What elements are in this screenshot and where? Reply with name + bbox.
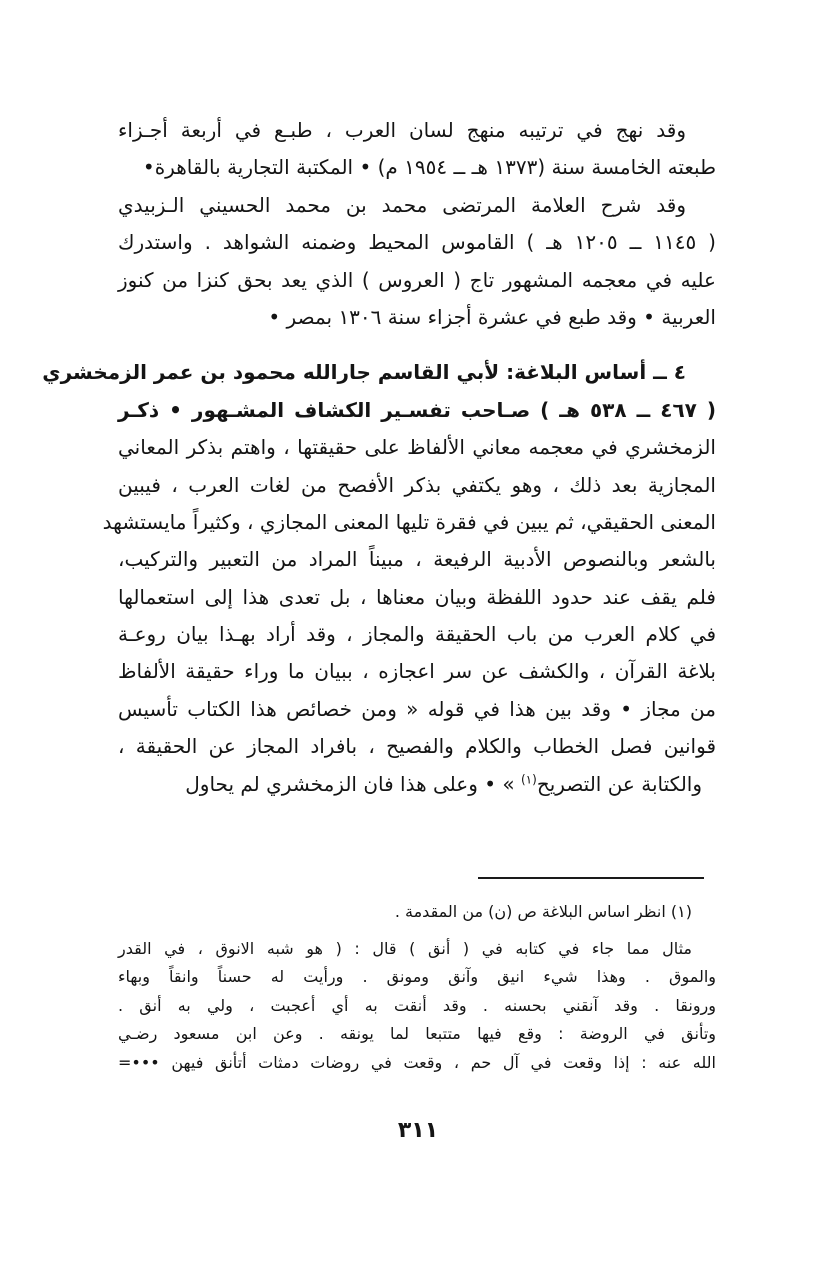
text-fragment: والكتابة عن التصريح bbox=[536, 771, 702, 796]
main-text bbox=[42, 112, 717, 803]
text-line: من مجاز • وقد بين هذا في قوله « ومن خصائص هذا الكتاب تأسيس bbox=[118, 696, 716, 721]
text-line: طبعته الخامسة سنة (١٣٧٣ هـ ــ ١٩٥٤ م) • المكتبة التجارية بالقاهرة• bbox=[142, 155, 716, 180]
text-line: بلاغة القرآن ، والكشف عن سر اعجازه ، ببيان ما وراء حقيقة الألفاظ bbox=[118, 659, 716, 684]
text-line: الزمخشري في معجمه معاني الألفاظ على حقيقتها ، واهتم بذكر المعاني bbox=[118, 435, 716, 460]
paragraph-gap bbox=[118, 336, 716, 354]
text-line: العربية • وقد طبع في عشرة أجزاء سنة ١٣٠٦ بمصر • bbox=[268, 304, 716, 329]
text-line: المجازية بعد ذلك ، وهو يكتفي بذكر الأفصح من لغات العرب ، فيبين bbox=[118, 472, 716, 497]
footnote-line: الله عنه : إذا وقعت في آل حم ، وقعت في روضات دمثات أتأنق فيهن •••= bbox=[118, 1052, 716, 1072]
text-line: في كلام العرب من باب الحقيقة والمجاز ، وقد أراد بهـذا بيان روعـة bbox=[118, 622, 716, 647]
text-line: ( ٤٦٧ ــ ٥٣٨ هـ ) صـاحب تفسـير الكشاف المشـهور • ذكـر bbox=[118, 397, 717, 422]
text-line: وقد نهج في ترتيبه منهج لسان العرب ، طبـع في أربعة أجـزاء bbox=[118, 118, 686, 142]
text-line: وقد شرح العلامة المرتضى محمد بن محمد الحسيني الـزبيدي bbox=[118, 192, 686, 217]
footnote-gap bbox=[118, 927, 716, 935]
page-number: ٣١١ bbox=[397, 1118, 439, 1143]
footnote-line: وتأنق في الروضة : وقع فيها متتبعا لما يونقه . وعن ابن مسعود رضـي bbox=[118, 1024, 716, 1044]
text-line: ( ١١٤٥ ــ ١٢٠٥ هـ ) القاموس المحيط وضمنه الشواهد . واستدرك bbox=[118, 230, 716, 255]
text-line: بالشعر وبالنصوص الأدبية الرفيعة ، مبيناً المراد من التعبير والتركيب، bbox=[118, 547, 716, 572]
text-line: المعنى الحقيقي، ثم يبين في فقرة تليها المعنى المجازي ، وكثيراً مايستشهد bbox=[102, 509, 716, 534]
footnote-line: مثال مما جاء في كتابه في ( أنق ) قال : ( هو شبه الانوق ، في القدر bbox=[118, 938, 692, 958]
text-line: قوانين فصل الخطاب والكلام والفصيح ، بافراد المجاز عن الحقيقة ، bbox=[118, 734, 716, 759]
text-fragment: » • وعلى هذا فان الزمخشري لم يحاول bbox=[185, 771, 521, 796]
footnotes bbox=[118, 898, 716, 1078]
text-line: فلم يقف عند حدود اللفظة وبيان معناها ، بل تعدى هذا إلى استعمالها bbox=[118, 584, 716, 609]
footnote-marker[interactable]: (١) bbox=[520, 771, 537, 786]
footnote-divider bbox=[478, 877, 704, 879]
text-line: عليه في معجمه المشهور تاج ( العروس ) الذي يعد بحق كنزا من كنوز bbox=[118, 267, 716, 292]
text-line bbox=[118, 766, 716, 803]
footnote-line: ورونقا . وقد آنقني بحسنه . وقد أنقت به أي أعجبت ، ولي به أنق . bbox=[118, 995, 716, 1015]
footnote-1: (١) انظر اساس البلاغة ص (ن) من المقدمة . bbox=[394, 902, 692, 921]
section-heading: ٤ ــ أساس البلاغة: لأبي القاسم جارالله محمود بن عمر الزمخشري bbox=[42, 360, 686, 385]
footnote-line: والموق . وهذا شيء انيق وآنق ومونق . ورأيت له حسناً وانقاً وبهاء bbox=[118, 967, 716, 987]
